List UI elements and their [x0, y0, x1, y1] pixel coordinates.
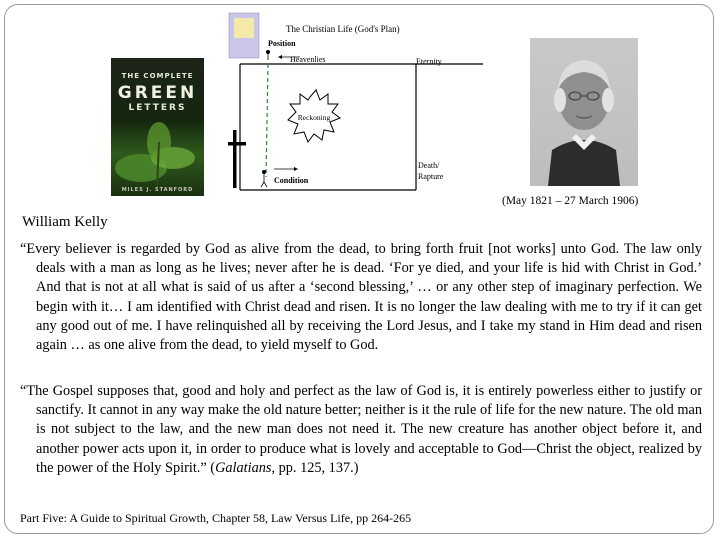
eternity-label: Eternity: [416, 57, 442, 66]
green-dashed-path: [266, 64, 268, 177]
quote-1-text: “Every believer is regarded by God as alive from the dead, to bring forth fruit [not works] unto God. The law only deals with a man as long as he lives; never after he is dead. ‘For ye died, and your life is hid with Christ in God.’ And that is not at all what is said of us after a ‘second blessing,’ … or any other step of imaginary perfection. We begin with it… I am identified with Christ dead and risen. It is no longer the law dealing with me to try if it can get any good out of me. I have relinquished all by receiving the Lord Jesus, and I take my stand in Him dead and risen again … as one alive from the dead, to yield myself to God.: [20, 241, 702, 354]
portrait-caption: (May 1821 – 27 March 1906): [502, 195, 639, 207]
book-title-line-2: GREEN: [117, 83, 198, 103]
quote-paragraph-2: [20, 382, 702, 478]
death-label: Death/: [418, 161, 440, 170]
heavenlies-label: Heavenlies: [290, 55, 326, 64]
christian-life-diagram: [228, 12, 488, 192]
footer-source: Part Five: A Guide to Spiritual Growth, Chapter 58, Law Versus Life, pp 264-265: [20, 511, 412, 525]
condition-label: Condition: [274, 176, 309, 185]
diagram-title: The Christian Life (God's Plan): [286, 24, 400, 34]
book-author-line: MILES J. STANFORD: [121, 187, 194, 193]
cross-icon: [228, 130, 246, 188]
citation-book: Galatians: [215, 459, 272, 476]
citation-pages: , pp. 125, 137.): [271, 459, 359, 476]
diagram-thumbnail-sun: [234, 18, 254, 38]
quote-paragraph-1: [20, 240, 702, 355]
author-name: William Kelly: [22, 214, 108, 230]
condition-arrowhead: [294, 167, 298, 171]
heavenlies-arrowhead: [278, 55, 282, 59]
portrait-figure: [530, 38, 638, 186]
book-title-line-3: LETTERS: [128, 103, 187, 113]
reckoning-label: Reckoning: [297, 113, 331, 122]
quote-2-text: “The Gospel supposes that, good and holy and perfect as the law of God is, it is entirely powerless either to justify or sanctify. It cannot in any way make the old nature better; neither is it the rule of life for the new nature. The old man is not subject to the law, and the new man does not need it. The new creature has another object before it, and another power acts upon it, in order to produce what is lovely and acceptable to God—Christ the object, realized by the power of the Holy Spirit.” (: [20, 383, 702, 476]
diagram-position-label: Position: [268, 39, 296, 48]
book-title-line-1: THE COMPLETE: [121, 72, 194, 80]
book-cover-image: [111, 58, 204, 196]
portrait-photo: [530, 38, 638, 186]
rapture-label: Rapture: [418, 172, 444, 181]
stick-figure-top-icon: [266, 50, 270, 60]
